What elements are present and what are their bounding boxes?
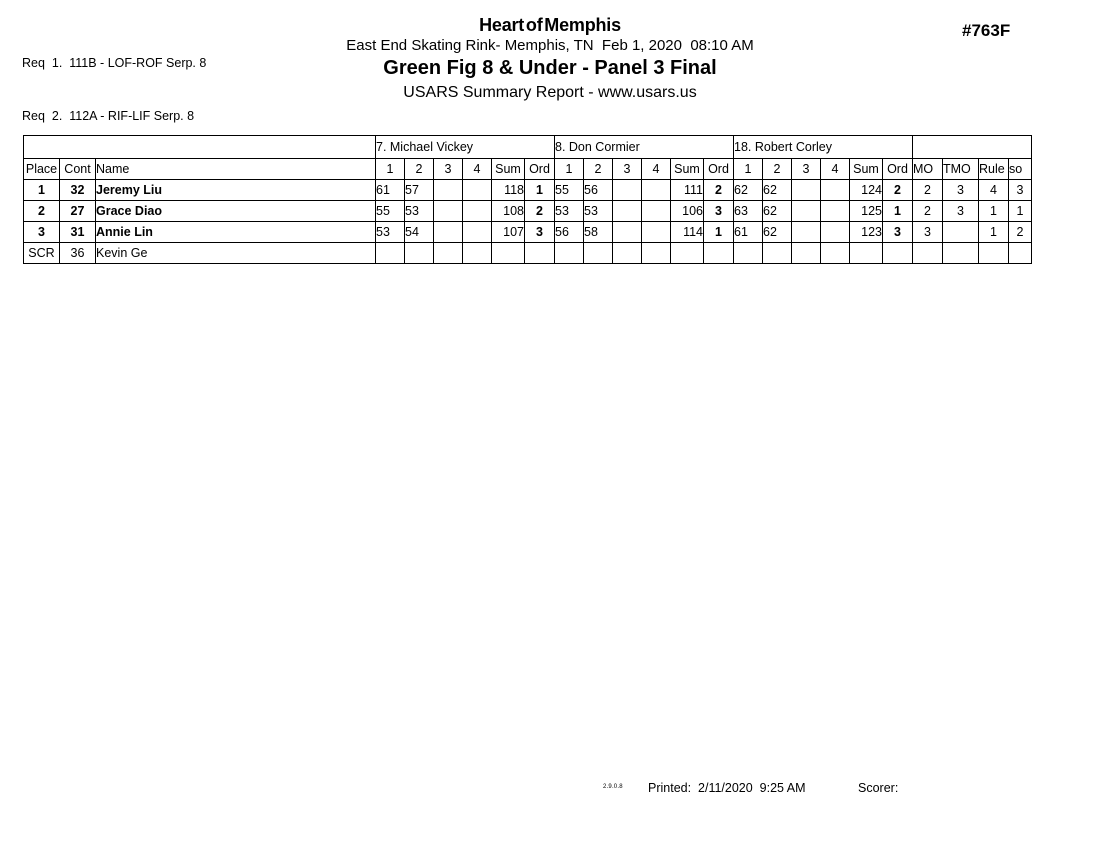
col-header-sum: Sum <box>671 159 704 180</box>
score-cell: 54 <box>405 222 434 243</box>
ord-cell: 1 <box>704 222 734 243</box>
results-table <box>23 135 1032 264</box>
col-header-sum: Sum <box>850 159 883 180</box>
score-cell <box>463 201 492 222</box>
col-header-score: 4 <box>642 159 671 180</box>
score-cell <box>821 222 850 243</box>
judge-header-spacer-left <box>24 136 376 159</box>
sum-cell: 123 <box>850 222 883 243</box>
score-cell: 56 <box>584 180 613 201</box>
score-cell <box>642 201 671 222</box>
sum-cell <box>671 243 704 264</box>
score-cell <box>792 201 821 222</box>
cont-cell: 36 <box>60 243 96 264</box>
sum-cell: 111 <box>671 180 704 201</box>
score-cell <box>463 222 492 243</box>
score-cell <box>792 243 821 264</box>
sum-cell: 108 <box>492 201 525 222</box>
event-number: #763F <box>962 21 1011 40</box>
sum-cell: 114 <box>671 222 704 243</box>
score-cell: 57 <box>405 180 434 201</box>
score-cell <box>821 180 850 201</box>
mo-cell <box>913 243 943 264</box>
col-header-ord: Ord <box>883 159 913 180</box>
tmo-cell <box>943 222 979 243</box>
event-title: Green Fig 8 & Under - Panel 3 Final <box>383 57 717 79</box>
col-header-ord: Ord <box>525 159 555 180</box>
place-cell: 3 <box>24 222 60 243</box>
score-cell: 56 <box>555 222 584 243</box>
sum-cell: 125 <box>850 201 883 222</box>
score-cell: 53 <box>376 222 405 243</box>
col-header-so: so <box>1009 159 1032 180</box>
name-cell: Annie Lin <box>96 222 376 243</box>
scorer-label: Scorer: <box>858 781 899 795</box>
col-header-score: 1 <box>734 159 763 180</box>
sum-cell: 124 <box>850 180 883 201</box>
col-header-sum: Sum <box>492 159 525 180</box>
report-title: USARS Summary Report - www.usars.us <box>403 84 697 101</box>
sum-cell: 118 <box>492 180 525 201</box>
score-cell <box>642 243 671 264</box>
score-cell <box>613 180 642 201</box>
printed-timestamp: Printed: 2/11/2020 9:25 AM <box>648 781 806 795</box>
ord-cell: 1 <box>525 180 555 201</box>
score-cell: 61 <box>376 180 405 201</box>
col-header-score: 2 <box>405 159 434 180</box>
req-line-1: Req 1. 111B - LOF-ROF Serp. 8 <box>22 56 207 70</box>
ord-cell <box>525 243 555 264</box>
col-header-score: 1 <box>555 159 584 180</box>
score-cell <box>763 243 792 264</box>
col-header-mo: MO <box>913 159 943 180</box>
ord-cell: 3 <box>525 222 555 243</box>
so-cell: 2 <box>1009 222 1032 243</box>
col-header-name: Name <box>96 159 376 180</box>
place-cell: 1 <box>24 180 60 201</box>
score-cell <box>642 180 671 201</box>
so-cell: 1 <box>1009 201 1032 222</box>
tmo-cell <box>943 243 979 264</box>
table-row <box>24 243 1032 264</box>
name-cell: Kevin Ge <box>96 243 376 264</box>
meet-title: Heart of Memphis <box>479 15 621 35</box>
mo-cell: 3 <box>913 222 943 243</box>
ord-cell: 2 <box>704 180 734 201</box>
col-header-score: 4 <box>463 159 492 180</box>
ord-cell: 2 <box>525 201 555 222</box>
cont-cell: 27 <box>60 201 96 222</box>
col-header-score: 4 <box>821 159 850 180</box>
score-cell: 53 <box>405 201 434 222</box>
score-cell <box>584 243 613 264</box>
rule-cell: 4 <box>979 180 1009 201</box>
ord-cell: 3 <box>883 222 913 243</box>
name-cell: Jeremy Liu <box>96 180 376 201</box>
col-header-tmo: TMO <box>943 159 979 180</box>
score-cell: 55 <box>376 201 405 222</box>
so-cell <box>1009 243 1032 264</box>
score-cell: 61 <box>734 222 763 243</box>
col-header-cont: Cont <box>60 159 96 180</box>
score-cell <box>405 243 434 264</box>
score-cell <box>792 180 821 201</box>
col-header-score: 2 <box>584 159 613 180</box>
ord-cell: 2 <box>883 180 913 201</box>
software-version: 2.9.0.8 <box>603 784 623 790</box>
col-header-score: 3 <box>613 159 642 180</box>
table-row <box>24 180 1032 201</box>
score-cell <box>463 243 492 264</box>
so-cell: 3 <box>1009 180 1032 201</box>
rule-cell <box>979 243 1009 264</box>
cont-cell: 32 <box>60 180 96 201</box>
report-header <box>0 14 1100 105</box>
tmo-cell: 3 <box>943 201 979 222</box>
col-header-score: 3 <box>792 159 821 180</box>
score-cell: 53 <box>555 201 584 222</box>
place-cell: 2 <box>24 201 60 222</box>
table-row <box>24 222 1032 243</box>
place-cell: SCR <box>24 243 60 264</box>
name-cell: Grace Diao <box>96 201 376 222</box>
col-header-ord: Ord <box>704 159 734 180</box>
rule-cell: 1 <box>979 222 1009 243</box>
ord-cell <box>704 243 734 264</box>
score-cell: 62 <box>763 180 792 201</box>
score-cell: 53 <box>584 201 613 222</box>
column-header-row <box>24 159 1032 180</box>
col-header-rule: Rule <box>979 159 1009 180</box>
sum-cell: 106 <box>671 201 704 222</box>
score-cell: 62 <box>763 222 792 243</box>
mo-cell: 2 <box>913 180 943 201</box>
judge-2-header: 8. Don Cormier <box>555 136 734 159</box>
score-cell <box>642 222 671 243</box>
score-cell <box>734 243 763 264</box>
ord-cell: 3 <box>704 201 734 222</box>
score-cell <box>434 222 463 243</box>
tmo-cell: 3 <box>943 180 979 201</box>
score-cell <box>434 243 463 264</box>
score-cell <box>821 243 850 264</box>
score-cell: 63 <box>734 201 763 222</box>
judge-header-spacer-right <box>913 136 1032 159</box>
score-cell <box>613 222 642 243</box>
score-cell <box>463 180 492 201</box>
col-header-score: 1 <box>376 159 405 180</box>
venue-date-line: East End Skating Rink- Memphis, TN Feb 1, 2020 08:10 AM <box>346 37 754 54</box>
col-header-place: Place <box>24 159 60 180</box>
sum-cell <box>850 243 883 264</box>
ord-cell <box>883 243 913 264</box>
score-cell: 62 <box>734 180 763 201</box>
score-cell <box>555 243 584 264</box>
score-cell: 62 <box>763 201 792 222</box>
rule-cell: 1 <box>979 201 1009 222</box>
sum-cell: 107 <box>492 222 525 243</box>
judge-1-header: 7. Michael Vickey <box>376 136 555 159</box>
score-cell <box>613 201 642 222</box>
table-row <box>24 201 1032 222</box>
judge-3-header: 18. Robert Corley <box>734 136 913 159</box>
sum-cell <box>492 243 525 264</box>
req-line-2: Req 2. 112A - RIF-LIF Serp. 8 <box>22 108 195 123</box>
col-header-score: 3 <box>434 159 463 180</box>
score-cell: 55 <box>555 180 584 201</box>
score-cell <box>434 180 463 201</box>
score-cell <box>376 243 405 264</box>
score-cell <box>821 201 850 222</box>
col-header-score: 2 <box>763 159 792 180</box>
score-cell: 58 <box>584 222 613 243</box>
score-cell <box>434 201 463 222</box>
cont-cell: 31 <box>60 222 96 243</box>
score-cell <box>792 222 821 243</box>
score-cell <box>613 243 642 264</box>
mo-cell: 2 <box>913 201 943 222</box>
ord-cell: 1 <box>883 201 913 222</box>
judge-header-row <box>24 136 1032 159</box>
